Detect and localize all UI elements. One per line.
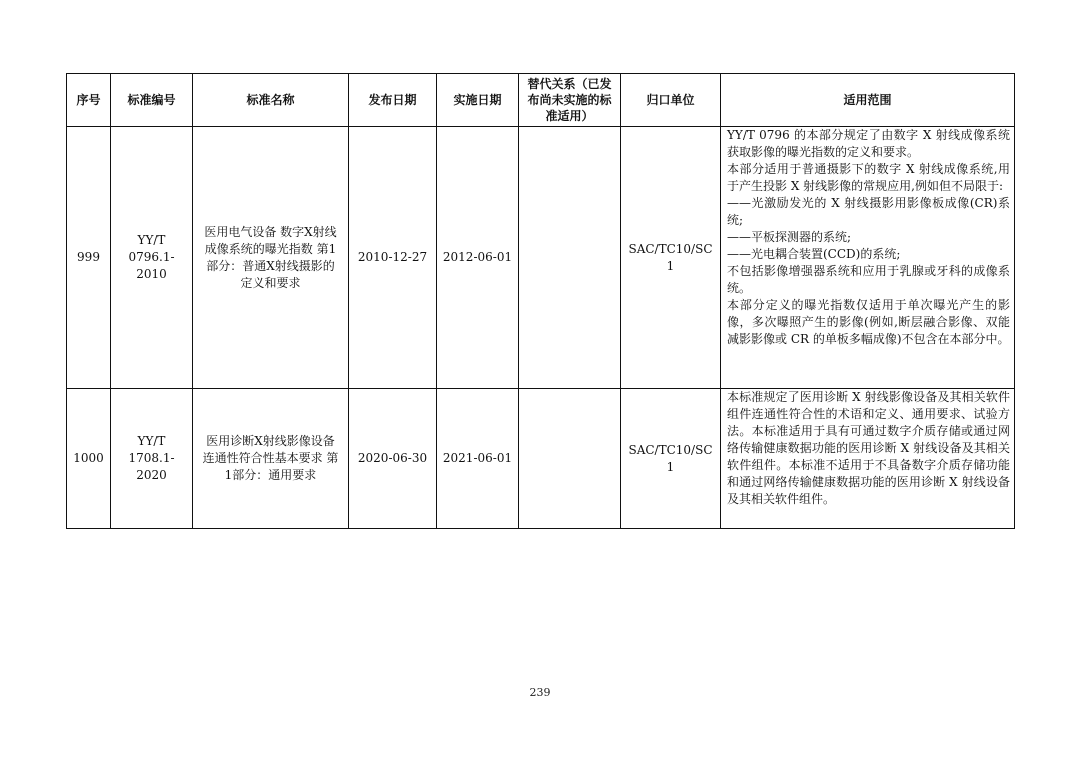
cell-no: 999: [67, 127, 111, 389]
scope-line: ——光激励发光的 X 射线摄影用影像板成像(CR)系统;: [727, 196, 1010, 227]
cell-published: 2020-06-30: [349, 389, 437, 529]
scope-line: 本标准规定了医用诊断 X 射线影像设备及其相关软件组件连通性符合性的术语和定义、通用要求、试验方法。本标准适用于具有可通过数字介质存储或通过网络传输健康数据功能的医用诊断 X 射线设备及其相关软件组件。本标准不适用于不具备数字介质存储功能和通过网络传输健康数据功能的医用诊断 X 射线设备及其相关软件组件。: [727, 390, 1010, 506]
cell-scope: [721, 127, 1015, 389]
header-no: 序号: [67, 74, 111, 127]
standards-table: [66, 73, 1015, 529]
cell-committee: SAC/TC10/SC1: [621, 389, 721, 529]
scope-line: 不包括影像增强器系统和应用于乳腺或牙科的成像系统。: [727, 264, 1010, 295]
cell-effective: 2012-06-01: [437, 127, 519, 389]
scope-line: ——平板探测器的系统;: [727, 230, 852, 244]
page-number: 239: [529, 686, 551, 699]
header-replacement: 替代关系（已发布尚未实施的标准适用）: [519, 74, 621, 127]
cell-code: YY/T 1708.1-2020: [111, 389, 193, 529]
cell-name: 医用电气设备 数字X射线成像系统的曝光指数 第1部分：普通X射线摄影的定义和要求: [193, 127, 349, 389]
header-effective: 实施日期: [437, 74, 519, 127]
cell-no: 1000: [67, 389, 111, 529]
scope-line: 本部分定义的曝光指数仅适用于单次曝光产生的影像，多次曝照产生的影像(例如,断层融合影像、双能减影影像或 CR 的单板多幅成像)不包含在本部分中。: [727, 298, 1010, 346]
cell-name: 医用诊断X射线影像设备连通性符合性基本要求 第1部分：通用要求: [193, 389, 349, 529]
header-scope: 适用范围: [721, 74, 1015, 127]
header-published: 发布日期: [349, 74, 437, 127]
header-committee: 归口单位: [621, 74, 721, 127]
cell-committee: SAC/TC10/SC1: [621, 127, 721, 389]
table-row: [67, 389, 1015, 529]
table-row: [67, 127, 1015, 389]
cell-published: 2010-12-27: [349, 127, 437, 389]
header-name: 标准名称: [193, 74, 349, 127]
cell-replacement: [519, 389, 621, 529]
cell-effective: 2021-06-01: [437, 389, 519, 529]
scope-line: YY/T 0796 的本部分规定了由数字 X 射线成像系统获取影像的曝光指数的定义和要求。: [727, 128, 1010, 159]
cell-replacement: [519, 127, 621, 389]
header-code: 标准编号: [111, 74, 193, 127]
scope-line: 本部分适用于普通摄影下的数字 X 射线成像系统,用于产生投影 X 射线影像的常规应用,例如但不局限于:: [727, 162, 1010, 193]
scope-line: ——光电耦合装置(CCD)的系统;: [727, 247, 901, 261]
cell-scope: [721, 389, 1015, 529]
cell-code: YY/T 0796.1-2010: [111, 127, 193, 389]
table-header-row: [67, 74, 1015, 127]
